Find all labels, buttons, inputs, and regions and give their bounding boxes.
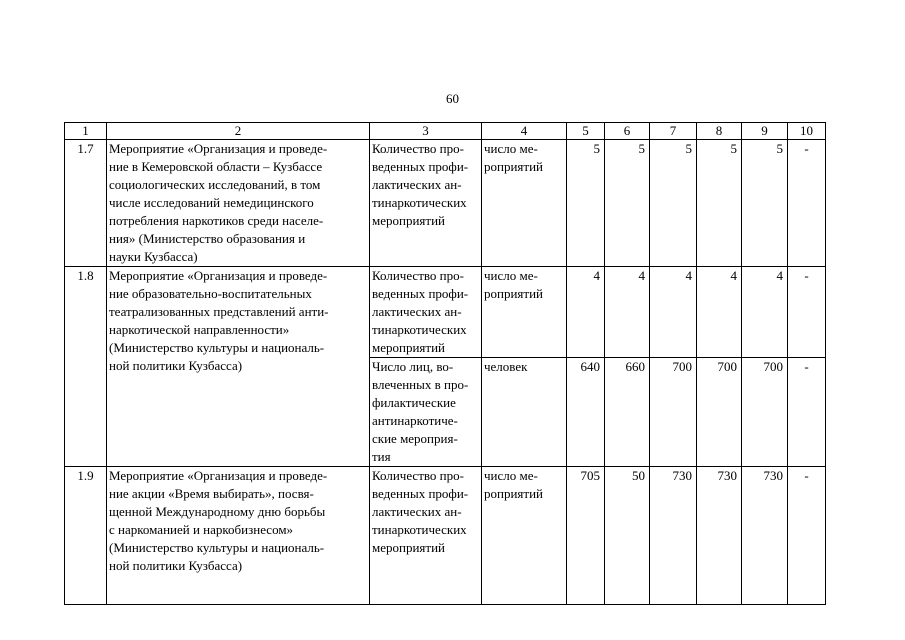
table-row bbox=[65, 140, 826, 267]
indicator-line: антинаркотиче- bbox=[372, 413, 458, 428]
unit-line: число ме- bbox=[484, 468, 538, 483]
event-line: ния» (Министерство образования и bbox=[109, 231, 306, 246]
value-cell: 5 bbox=[742, 140, 788, 267]
col-header: 2 bbox=[107, 123, 370, 140]
indicator-line: Количество про- bbox=[372, 141, 464, 156]
value-cell: 700 bbox=[697, 358, 742, 467]
value-cell: 4 bbox=[650, 267, 697, 358]
unit-line: роприятий bbox=[484, 159, 543, 174]
value-cell: 730 bbox=[742, 467, 788, 605]
event-line: потребления наркотиков среди населе- bbox=[109, 213, 324, 228]
event-line: наркотической направленности» bbox=[109, 322, 290, 337]
indicator-line: мероприятий bbox=[372, 340, 445, 355]
indicator-line: Количество про- bbox=[372, 468, 464, 483]
value-cell: - bbox=[788, 140, 826, 267]
col-header: 6 bbox=[605, 123, 650, 140]
unit-cell bbox=[482, 467, 567, 605]
col-header: 5 bbox=[567, 123, 605, 140]
row-id: 1.9 bbox=[65, 467, 107, 605]
indicator-line: мероприятий bbox=[372, 540, 445, 555]
col-header: 7 bbox=[650, 123, 697, 140]
value-cell: 660 bbox=[605, 358, 650, 467]
indicator-line: мероприятий bbox=[372, 213, 445, 228]
indicator-line: филактические bbox=[372, 395, 456, 410]
value-cell: 700 bbox=[650, 358, 697, 467]
indicator-line: тинаркотических bbox=[372, 195, 467, 210]
value-cell: 5 bbox=[567, 140, 605, 267]
row-id: 1.7 bbox=[65, 140, 107, 267]
table-row bbox=[65, 467, 826, 605]
value-cell: - bbox=[788, 267, 826, 358]
indicator-line: веденных профи- bbox=[372, 486, 469, 501]
event-cell bbox=[107, 467, 370, 605]
col-header: 9 bbox=[742, 123, 788, 140]
event-line: науки Кузбасса) bbox=[109, 249, 198, 264]
indicator-line: тинаркотических bbox=[372, 322, 467, 337]
indicator-line: тия bbox=[372, 449, 391, 464]
event-line: ной политики Кузбасса) bbox=[109, 558, 243, 573]
value-cell: 5 bbox=[697, 140, 742, 267]
event-line: Мероприятие «Организация и проведе- bbox=[109, 141, 328, 156]
indicator-line: веденных профи- bbox=[372, 286, 469, 301]
event-line: ние акции «Время выбирать», посвя- bbox=[109, 486, 314, 501]
indicator-line: Число лиц, во- bbox=[372, 359, 454, 374]
value-cell: 50 bbox=[605, 467, 650, 605]
event-line: Мероприятие «Организация и проведе- bbox=[109, 268, 328, 283]
value-cell: 730 bbox=[697, 467, 742, 605]
value-cell: 5 bbox=[605, 140, 650, 267]
event-line: ние в Кемеровской области – Кузбассе bbox=[109, 159, 323, 174]
unit-line: человек bbox=[484, 359, 528, 374]
event-line: числе исследований немедицинского bbox=[109, 195, 314, 210]
event-line: социологических исследований, в том bbox=[109, 177, 321, 192]
value-cell: - bbox=[788, 358, 826, 467]
indicator-cell bbox=[370, 358, 482, 467]
value-cell: - bbox=[788, 467, 826, 605]
indicator-line: лактических ан- bbox=[372, 177, 462, 192]
unit-cell bbox=[482, 140, 567, 267]
value-cell: 4 bbox=[567, 267, 605, 358]
event-line: (Министерство культуры и националь- bbox=[109, 340, 325, 355]
value-cell: 700 bbox=[742, 358, 788, 467]
event-line: с наркоманией и наркобизнесом» bbox=[109, 522, 294, 537]
value-cell: 730 bbox=[650, 467, 697, 605]
indicator-line: лактических ан- bbox=[372, 504, 462, 519]
unit-line: число ме- bbox=[484, 141, 538, 156]
event-cell bbox=[107, 267, 370, 467]
indicator-line: влеченных в про- bbox=[372, 377, 469, 392]
event-line: театрализованных представлений анти- bbox=[109, 304, 329, 319]
unit-line: роприятий bbox=[484, 286, 543, 301]
indicator-cell bbox=[370, 467, 482, 605]
value-cell: 5 bbox=[650, 140, 697, 267]
unit-cell bbox=[482, 358, 567, 467]
col-header: 10 bbox=[788, 123, 826, 140]
indicator-cell bbox=[370, 267, 482, 358]
header-row bbox=[65, 123, 826, 140]
value-cell: 4 bbox=[605, 267, 650, 358]
unit-cell bbox=[482, 267, 567, 358]
indicator-line: ские мероприя- bbox=[372, 431, 458, 446]
col-header: 4 bbox=[482, 123, 567, 140]
page-number: 60 bbox=[446, 91, 459, 106]
col-header: 3 bbox=[370, 123, 482, 140]
unit-line: число ме- bbox=[484, 268, 538, 283]
event-cell bbox=[107, 140, 370, 267]
value-cell: 4 bbox=[697, 267, 742, 358]
unit-line: роприятий bbox=[484, 486, 543, 501]
event-line: Мероприятие «Организация и проведе- bbox=[109, 468, 328, 483]
col-header: 8 bbox=[697, 123, 742, 140]
row-id: 1.8 bbox=[65, 267, 107, 467]
col-header: 1 bbox=[65, 123, 107, 140]
value-cell: 705 bbox=[567, 467, 605, 605]
indicator-line: лактических ан- bbox=[372, 304, 462, 319]
value-cell: 4 bbox=[742, 267, 788, 358]
value-cell: 640 bbox=[567, 358, 605, 467]
event-line: ние образовательно-воспитательных bbox=[109, 286, 312, 301]
event-line: ной политики Кузбасса) bbox=[109, 358, 243, 373]
event-line: щенной Международному дню борьбы bbox=[109, 504, 326, 519]
indicator-line: тинаркотических bbox=[372, 522, 467, 537]
program-table bbox=[64, 122, 826, 605]
indicator-line: веденных профи- bbox=[372, 159, 469, 174]
table-row bbox=[65, 267, 826, 358]
indicator-cell bbox=[370, 140, 482, 267]
event-line: (Министерство культуры и националь- bbox=[109, 540, 325, 555]
indicator-line: Количество про- bbox=[372, 268, 464, 283]
